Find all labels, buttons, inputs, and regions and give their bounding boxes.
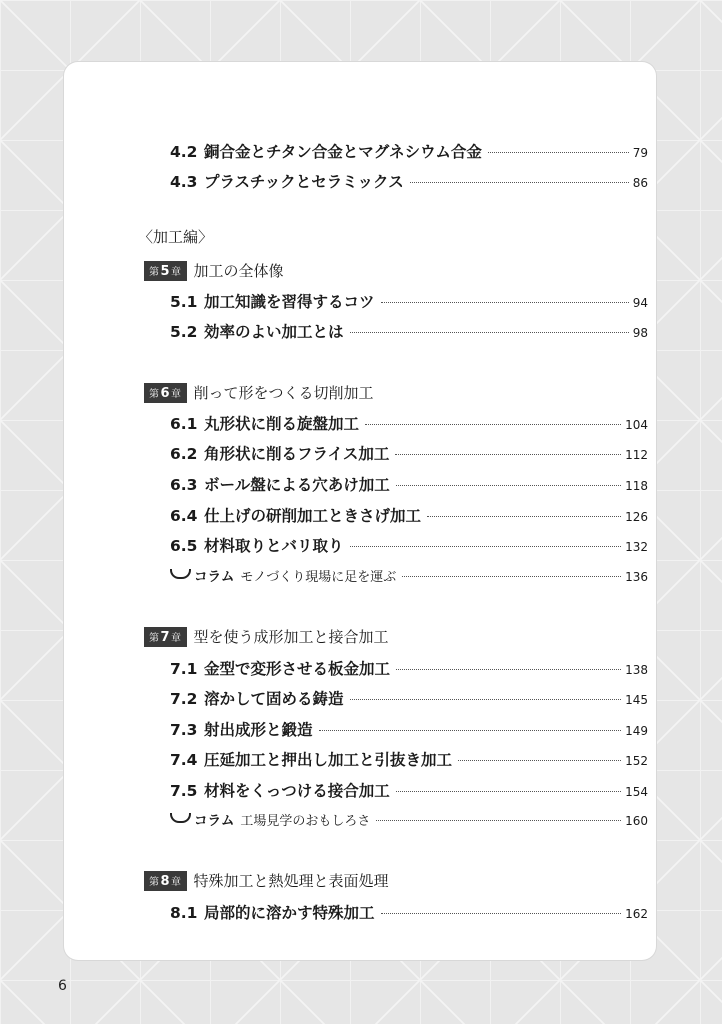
toc-entry[interactable] — [170, 779, 648, 801]
column-tag: コラム — [194, 569, 235, 585]
section-number: 6.5 — [170, 537, 198, 555]
page-ref: 138 — [625, 663, 648, 677]
section-number: 5.1 — [170, 293, 198, 311]
leader-dots — [376, 820, 621, 821]
chapter-heading[interactable] — [144, 260, 284, 281]
section-title: 角形状に削るフライス加工 — [204, 445, 390, 463]
section-title: 溶かして固める鋳造 — [204, 690, 344, 708]
section-title: 丸形状に削る旋盤加工 — [204, 415, 360, 433]
chapter-heading[interactable] — [144, 382, 374, 403]
chapter-title: 削って形をつくる切削加工 — [193, 384, 374, 402]
column-entry[interactable] — [170, 565, 648, 585]
toc-entry[interactable] — [170, 687, 648, 709]
leader-dots — [365, 424, 621, 425]
coffee-cup-icon — [170, 813, 191, 823]
page-ref: 132 — [625, 540, 648, 554]
leader-dots — [402, 576, 621, 577]
leader-dots — [396, 669, 621, 670]
page-ref: 154 — [625, 785, 648, 799]
page-ref: 145 — [625, 693, 648, 707]
leader-dots — [350, 332, 629, 333]
leader-dots — [396, 791, 621, 792]
chapter-heading[interactable] — [144, 626, 389, 647]
section-number: 6.3 — [170, 476, 198, 494]
section-number: 7.3 — [170, 721, 198, 739]
leader-dots — [381, 302, 629, 303]
column-title: 工場見学のおもしろさ — [240, 814, 371, 829]
section-title: ボール盤による穴あけ加工 — [204, 476, 390, 494]
section-number: 7.5 — [170, 782, 198, 800]
section-number: 7.1 — [170, 660, 198, 678]
leader-dots — [410, 182, 629, 183]
section-title: 材料取りとバリ取り — [204, 537, 344, 555]
leader-dots — [319, 730, 622, 731]
coffee-cup-icon — [170, 569, 191, 579]
chapter-heading[interactable] — [144, 870, 389, 891]
leader-dots — [396, 485, 621, 486]
section-number: 7.2 — [170, 690, 198, 708]
section-number: 6.1 — [170, 415, 198, 433]
section-title: 圧延加工と押出し加工と引抜き加工 — [204, 751, 453, 769]
toc-entry[interactable] — [170, 901, 648, 923]
page-number: 6 — [58, 978, 67, 994]
section-title: プラスチックとセラミックス — [204, 173, 404, 191]
leader-dots — [427, 516, 621, 517]
leader-dots — [381, 913, 622, 914]
page-ref: 160 — [625, 814, 648, 828]
chapter-title: 特殊加工と熱処理と表面処理 — [193, 872, 389, 890]
section-number: 4.3 — [170, 173, 198, 191]
toc-entry[interactable] — [170, 320, 648, 342]
chapter-title: 加工の全体像 — [193, 262, 284, 280]
column-title: モノづくり現場に足を運ぶ — [240, 570, 397, 585]
toc-entry[interactable] — [170, 140, 648, 162]
page-ref: 79 — [632, 146, 648, 160]
section-number: 6.2 — [170, 445, 198, 463]
section-title: 加工知識を習得するコツ — [204, 293, 375, 311]
chapter-badge: 第8章 — [144, 871, 187, 891]
column-tag: コラム — [194, 813, 235, 829]
page-ref: 152 — [625, 754, 648, 768]
leader-dots — [395, 454, 621, 455]
section-title: 射出成形と鍛造 — [204, 721, 313, 739]
toc-entry[interactable] — [170, 534, 648, 556]
toc-entry[interactable] — [170, 657, 648, 679]
page-ref: 98 — [632, 326, 648, 340]
page-ref: 112 — [625, 448, 648, 462]
section-title: 仕上げの研削加工ときさげ加工 — [204, 507, 422, 525]
toc-entry[interactable] — [170, 442, 648, 464]
section-title: 効率のよい加工とは — [204, 323, 344, 341]
section-number: 6.4 — [170, 507, 198, 525]
section-number: 5.2 — [170, 323, 198, 341]
page-ref: 126 — [625, 510, 648, 524]
part-heading: 〈加工編〉 — [138, 228, 214, 246]
page-ref: 162 — [625, 907, 648, 921]
chapter-title: 型を使う成形加工と接合加工 — [193, 628, 389, 646]
toc-card — [64, 62, 656, 960]
section-number: 4.2 — [170, 143, 198, 161]
page-ref: 149 — [625, 724, 648, 738]
page-ref: 104 — [625, 418, 648, 432]
leader-dots — [488, 152, 629, 153]
toc-entry[interactable] — [170, 290, 648, 312]
leader-dots — [350, 546, 622, 547]
section-title: 銅合金とチタン合金とマグネシウム合金 — [204, 143, 482, 161]
toc-entry[interactable] — [170, 412, 648, 434]
chapter-badge: 第6章 — [144, 383, 187, 403]
toc-entry[interactable] — [170, 504, 648, 526]
column-entry[interactable] — [170, 809, 648, 829]
chapter-badge: 第5章 — [144, 261, 187, 281]
page-ref: 118 — [625, 479, 648, 493]
section-number: 8.1 — [170, 904, 198, 922]
toc-entry[interactable] — [170, 473, 648, 495]
toc-entry[interactable] — [170, 718, 648, 740]
toc-entry[interactable] — [170, 170, 648, 192]
leader-dots — [350, 699, 622, 700]
section-title: 材料をくっつける接合加工 — [204, 782, 390, 800]
chapter-badge: 第7章 — [144, 627, 187, 647]
section-number: 7.4 — [170, 751, 198, 769]
page-ref: 136 — [625, 570, 648, 584]
section-title: 金型で変形させる板金加工 — [204, 660, 391, 678]
toc-entry[interactable] — [170, 748, 648, 770]
section-title: 局部的に溶かす特殊加工 — [204, 904, 375, 922]
leader-dots — [458, 760, 621, 761]
page-ref: 94 — [632, 296, 648, 310]
page-ref: 86 — [632, 176, 648, 190]
